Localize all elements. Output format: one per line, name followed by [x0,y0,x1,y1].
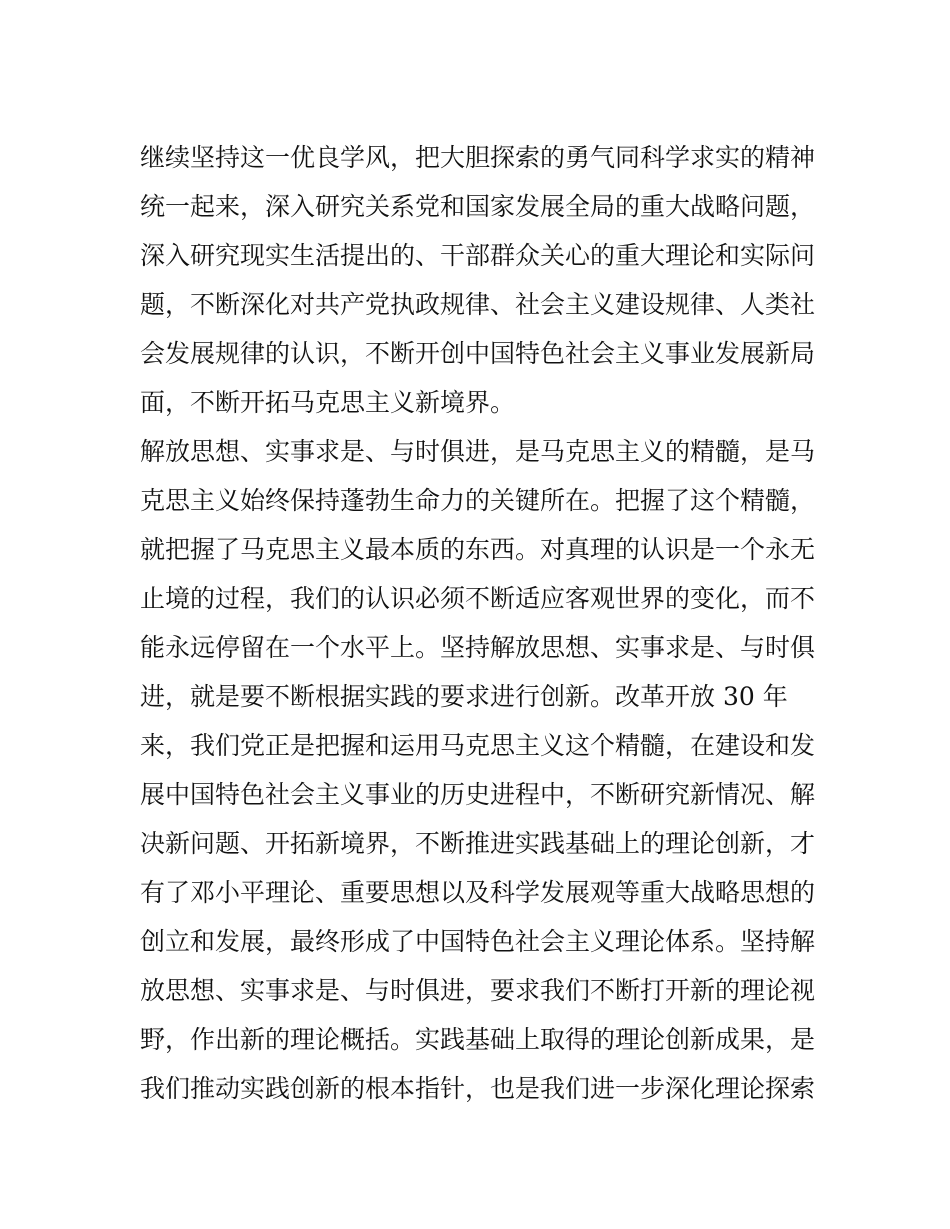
text-line-20: 我们推动实践创新的根本指针，也是我们进一步深化理论探索 [140,1074,816,1103]
text-line-16: 有了邓小平理论、重要思想以及科学发展观等重大战略思想的 [140,878,816,907]
text-line-11: 能永远停留在一个水平上。坚持解放思想、实事求是、与时俱 [140,633,816,662]
text-line-17: 创立和发展，最终形成了中国特色社会主义理论体系。坚持解 [140,927,816,956]
text-line-8: 克思主义始终保持蓬勃生命力的关键所在。把握了这个精髓， [140,486,816,515]
text-line-10: 止境的过程，我们的认识必须不断适应客观世界的变化，而不 [140,584,816,613]
text-line-1: 继续坚持这一优良学风，把大胆探索的勇气同科学求实的精神 [140,143,816,172]
text-line-14: 展中国特色社会主义事业的历史进程中，不断研究新情况、解 [140,780,816,809]
text-line-6: 面，不断开拓马克思主义新境界。 [140,388,516,417]
text-line-13: 来，我们党正是把握和运用马克思主义这个精髓，在建设和发 [140,731,816,760]
text-line-15: 决新问题、开拓新境界，不断推进实践基础上的理论创新，才 [140,829,816,858]
text-line-2: 统一起来，深入研究关系党和国家发展全局的重大战略问题， [140,192,816,221]
text-line-9: 就把握了马克思主义最本质的东西。对真理的认识是一个永无 [140,535,816,564]
text-line-19: 野，作出新的理论概括。实践基础上取得的理论创新成果，是 [140,1025,816,1054]
text-line-18: 放思想、实事求是、与时俱进，要求我们不断打开新的理论视 [140,976,816,1005]
text-line-7: 解放思想、实事求是、与时俱进，是马克思主义的精髓，是马 [140,437,816,466]
body-text [140,133,820,1113]
text-line-3: 深入研究现实生活提出的、干部群众关心的重大理论和实际问 [140,241,816,270]
text-line-12: 进，就是要不断根据实践的要求进行创新。改革开放 30 年 [140,682,788,711]
text-line-4: 题，不断深化对共产党执政规律、社会主义建设规律、人类社 [140,290,816,319]
text-line-5: 会发展规律的认识，不断开创中国特色社会主义事业发展新局 [140,339,816,368]
